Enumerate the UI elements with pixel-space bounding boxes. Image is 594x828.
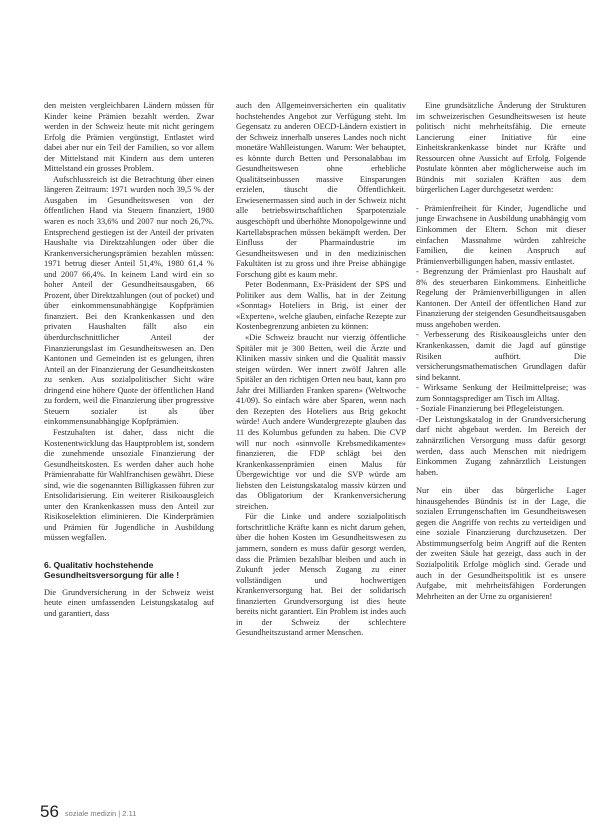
paragraph: - Soziale Finanzierung bei Pflegeleistungen. — [416, 404, 565, 414]
text-column-1 — [44, 101, 214, 619]
paragraph: Nur ein über das bürgerliche Lager hinausgehendes Bündnis ist in der Lage, die sozialen Errungenschaften im Gesundheitswesen gegen die Angriffe von rechts zu verteidigen und eine soziale Finanzierung durchzusetzen. Der Abstimmungserfolg beim Angriff auf die Renten der zweiten Säule hat gezeigt, dass auch in der Sozialpolitik Erfolge möglich sind. Gerade und auch in der Gesundheitspolitik ist es unsere Aufgabe, mit mehrheitsfähigen Forderungen Mehrheiten an der Urne zu organisieren! — [416, 486, 586, 601]
paragraph: Für die Linke und andere sozialpolitisch fortschrittliche Kräfte kann es nicht darum gehen, über die hohen Kosten im Gesundheitswesen zu jammern, sondern es muss dafür gesorgt werden, dass die Prämien bezahlbar bleiben und auch in Zukunft jeder Mensch Zugang zu einer vollständigen und hochwertigen Krankenversorgung hat. Bei der solidarisch finanzierten Grundversorgung ist dies heute bereits nicht garantiert. Ein Problem ist indes auch in der Schweiz der schlechtere Gesundheitszustand armer Menschen. — [236, 512, 406, 638]
text-column-2 — [236, 101, 406, 639]
paragraph: Aufschlussreich ist die Betrachtung über einen längeren Zeitraum: 1971 wurden noch 39,5 % der Ausgaben im Gesundheitswesen von der öffentlichen Hand via Steuern finanziert, 1980 waren es noch 33,6% und 2007 nur noch 26,7%. Entsprechend gestiegen ist der Anteil der privaten Haushalte via Direktzahlungen oder über die Krankenversicherungsprämien bezahlen müssen: 1971 betrug dieser Anteil 51,4%, 1980 61,4 % und 2007 66,4%. In keinem Land wird ein so hoher Anteil der Gesundheitsausgaben, 66 Prozent, über Direktzahlungen (out of pocket) und über einkommensunabhängige Kopfprämien finanziert. Bei den Krankenkassen und den privaten Haushalten fällt also ein überdurchschnittlicher Anteil der Finanzierungslast im Gesundheitswesen an. Den Kantonen und Gemeinden ist es gelungen, ihren Anteil an der Finanzierung der Gesundheitskosten zu senken. Aus sozialpolitischer Sicht wäre dringend eine höhere Quote der öffentlichen Hand zu fordern, weil die Finanzierung über progressive Steuern sozialer ist als über einkommensunabhängige Kopfprämien. — [44, 174, 214, 427]
paragraph: - Begrenzung der Prämienlast pro Haushalt auf 8% des steuerbaren Einkommens. Einheitliche Regelung der Prämienverbilligungen in allen Kantonen. Der Anteil der öffentlichen Hand zur Finanzierung der steigenden Gesundheitsausgaben muss angehoben werden. — [416, 267, 586, 329]
page-number: 56 — [40, 802, 59, 821]
paragraph: Die Grundversicherung in der Schweiz weist heute einen umfassenden Leistungskatalog auf und garantiert, dass — [44, 587, 214, 618]
paragraph-gap — [416, 196, 586, 204]
text-column-3 — [416, 101, 586, 602]
magazine-issue: soziale medizin | 2.11 — [64, 809, 137, 818]
paragraph-gap — [44, 544, 214, 552]
paragraph: - Wirksame Senkung der Heilmittelpreise; was zum Sonntagsprediger am Tisch im Alltag. — [416, 383, 586, 403]
paragraph: - Prämienfreiheit für Kinder, Jugendliche und junge Erwachsene in Ausbildung unabhängig vom Einkommen der Eltern. Schon mit dieser einfachen Massnahme würden zahlreiche Familien, die keinen Anspruch auf Prämienverbilligungen haben, massiv entlastet. — [416, 203, 586, 266]
paragraph: Festzuhalten ist daher, dass nicht die Kostenentwicklung das Hauptproblem ist, sondern die zunehmende unsoziale Finanzierung der Gesundheitskosten. Es werden daher auch hohe Prämienrabatte für Wahlfranchisen gewährt. Diese sind, wie die sogenannten Billigkassen führen zur Entsolidarisierung. Ein weiterer Risikoausgleich unter den Krankenkassen muss den Anteil zur Risikoselektion eliminieren. Die Kinderprämien und Prämien für Jugendliche in Ausbildung müssen wegfallen. — [44, 427, 214, 543]
paragraph: Eine grundsätzliche Änderung der Strukturen im schweizerischen Gesundheitswesen ist heute politisch nicht mehrheitsfähig. Die erneute Lancierung einer Initiative für eine Einheitskrankenkasse bindet nur Kräfte und Ressourcen ohne Aussicht auf Erfolg. Folgende Postulate könnten aber möglicherweise auch im Bündnis mit sozialen Kräften aus dem bürgerlichen Lager durchgesetzt werden: — [416, 101, 586, 195]
paragraph: -Der Leistungskatalog in der Grundversicherung darf nicht abgebaut werden. Im Bereich der zahnärztlichen Versorgung muss dafür gesorgt werden, dass auch Menschen mit niedrigem Einkommen Zugang zahnärztlich Leistungen haben. — [416, 414, 586, 477]
paragraph: «Die Schweiz braucht nur vierzig öffentliche Spitäler mit je 300 Betten, weil die Ärzte und Kliniken massiv sinken und die Qualität massiv steigen würden. Wer innert zwölf Jahren alle Spitäler an den richtigen Orten neu baut, kann pro Jahr drei Milliarden Franken sparen» (Weltwoche 41/09). So einfach wäre aber Sparen, wenn nach den Rezepten des Hoteliers aus Brig gekocht würde! Auch andere Wundergrezepte glauben das 11 des Kolumbus gefunden zu haben. Die CVP will nur noch «sinnvolle Krebsmedikamente» finanzieren, die FDP schlägt bei den Krankenkassenprämien einen Malus für Übergewichtige vor und die SVP würde am liebsten den Leistungskatalog massiv kürzen und das Obligatorium der Krankenversicherung streichen. — [236, 333, 406, 511]
paragraph-gap — [416, 478, 586, 486]
page-footer — [40, 798, 340, 820]
section-heading: 6. Qualitativ hochstehende Gesundheitsversorgung für alle ! — [44, 559, 180, 581]
paragraph: Peter Bodenmann, Ex-Präsident der SPS und Politiker aus dem Wallis, hat in der Zeitung «Sonntag» Hoteliers in Brig, ist einer der «Experten», welche glauben, einfache Rezepte zur Kostenbegrenzung anbieten zu können: — [236, 280, 406, 332]
paragraph: den meisten vergleichbaren Ländern müssen für Kinder keine Prämien bezahlt werden. Zwar werden in der Schweiz heute mit nicht geringem Erfolg die Prämien vergünstigt, Entlastet wird dabei aber nur ein Teil der Familien, so vor allem der Mittelstand mit Kindern aus dem unteren Mittelstand ein grosses Problem. — [44, 101, 214, 174]
paragraph: - Verbesserung des Risikoausgleichs unter den Krankenkassen, damit die Jagd auf günstige Risiken aufhört. Die versicherungsmathematischen Grundlagen dafür sind bekannt. — [416, 330, 586, 382]
paragraph: auch den Allgemeinversicherten ein qualitativ hochstehendes Angebot zur Verfügung steht. Im Gegensatz zu anderen OECD-Ländern existiert in der Schweiz innerhalb unseres Landes noch nicht monetäre Wahlleistungen. Warum: Wer behauptet, es könnte durch Betten und Personalabbau im Gesundheitswesen ohne erhebliche Qualitätseinbussen massive Einsparungen erzielen, täuscht die Öffentlichkeit. Erwiesenermassen sind auch in der Schweiz nicht alle betriebswirtschaftlichen Sparpotenziale ausgeschöpft und überhöhte Monopolgewinne und Kartellabsprachen müssen bekämpft werden. Der Einfluss der Pharmaindustrie im Gesundheitswesen und in den medizinischen Fakultäten ist zu gross und ihre Preise abhängige Forschung gibt es kaum mehr. — [236, 101, 406, 279]
